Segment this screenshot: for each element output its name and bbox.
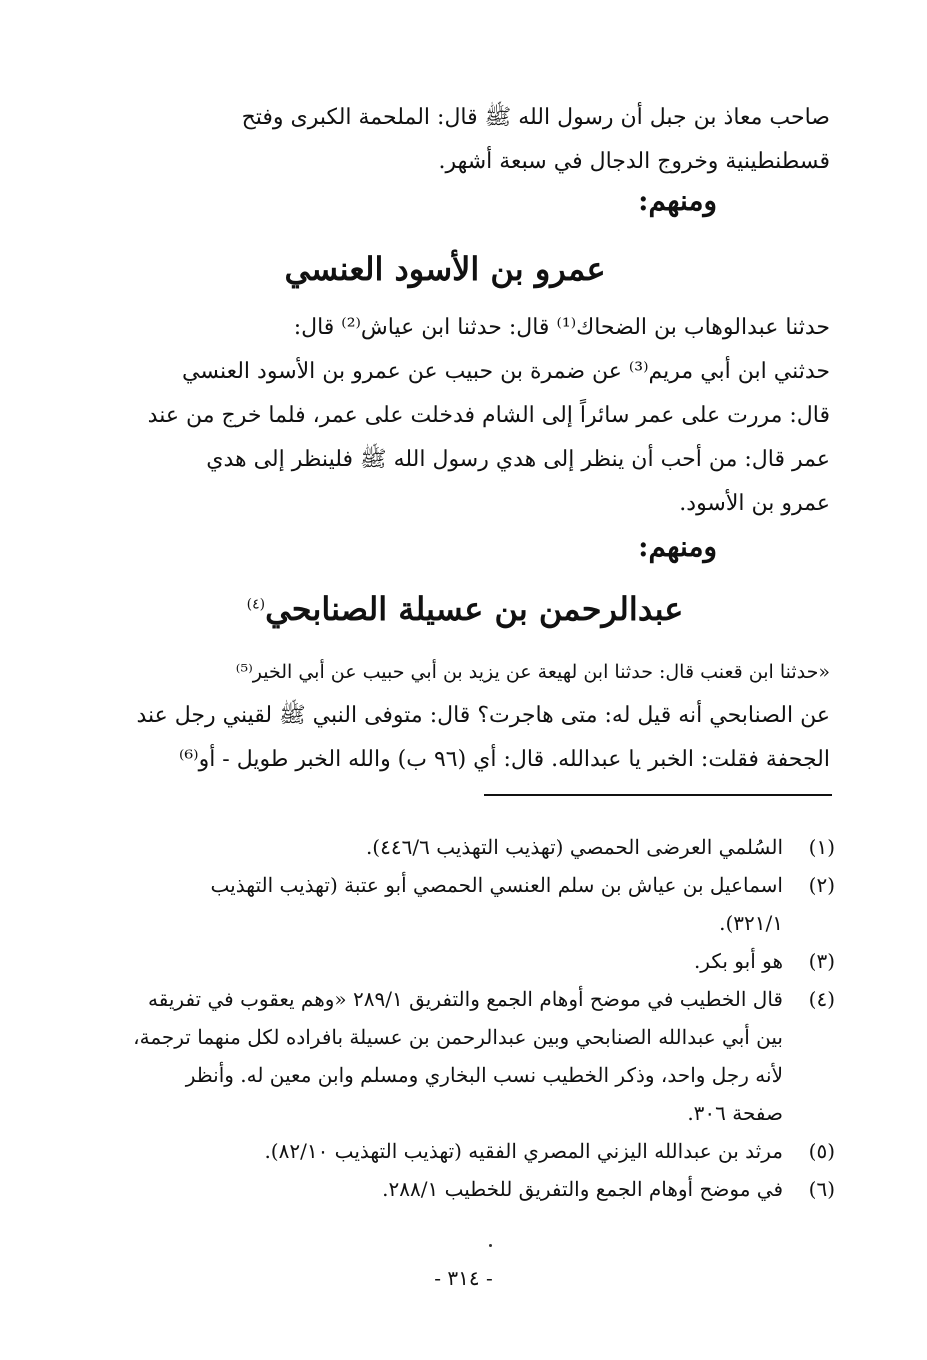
text-line: صاحب معاذ بن جبل أن رسول الله ﷺ قال: الملحمة الكبرى وفتح bbox=[241, 105, 830, 130]
footnote-number: (٢) bbox=[808, 873, 835, 897]
text-line: الجحفة فقلت: الخبر يا عبدالله. قال: أي (٩٦ ب) والله الخبر طويل - أو⁽⁶⁾ bbox=[178, 747, 830, 772]
footnote-text bbox=[130, 942, 783, 980]
text-line: هو أبو بكر. bbox=[693, 949, 783, 973]
footnote bbox=[130, 1132, 835, 1170]
footnote bbox=[130, 942, 835, 980]
section-label: ومنهم: bbox=[638, 530, 717, 563]
footnote-text bbox=[130, 828, 783, 866]
footnote bbox=[130, 1170, 835, 1208]
paragraph-narration bbox=[130, 306, 830, 526]
footnote-number: (١) bbox=[808, 835, 835, 859]
footnotes bbox=[130, 828, 835, 1208]
footnote-text bbox=[130, 1170, 783, 1208]
text-line: ٣٢١/١). bbox=[719, 911, 783, 935]
footnote-divider bbox=[484, 794, 832, 796]
text-line: «حدثنا ابن قعنب قال: حدثنا ابن لهيعة عن يزيد بن أبي حبيب عن أبي الخير⁽⁵⁾ bbox=[235, 661, 830, 683]
section-label: ومنهم: bbox=[638, 184, 717, 217]
footnote-number: (٤) bbox=[808, 987, 835, 1011]
text-line: عن الصنابحي أنه قيل له: متى هاجرت؟ قال: متوفى النبي ﷺ لقيني رجل عند bbox=[136, 703, 830, 728]
footnote-number: (٣) bbox=[808, 949, 835, 973]
heading-text: عبدالرحمن بن عسيلة الصنابحي bbox=[265, 590, 684, 628]
footnote-number: (٥) bbox=[808, 1139, 835, 1163]
text-line: صفحة ٣٠٦. bbox=[687, 1101, 783, 1125]
text-line: قال الخطيب في موضح أوهام الجمع والتفريق ٢٨٩/١ «وهم يعقوب في تفريقه bbox=[148, 987, 783, 1011]
text-line: السُلمي العرضى الحمصي (تهذيب التهذيب ٤٤٦/٦). bbox=[365, 835, 783, 859]
text-line: عمرو بن الأسود. bbox=[679, 491, 830, 516]
text-line: اسماعيل بن عياش بن سلم العنسي الحمصي أبو عتبة (تهذيب التهذيب bbox=[210, 873, 783, 897]
text-line: حدثني ابن أبي مريم⁽³⁾ عن ضمرة بن حبيب عن عمرو بن الأسود العنسي bbox=[182, 359, 830, 384]
text-line: لأنه رجل واحد، وذكر الخطيب نسب البخاري ومسلم وابن معين له. وأنظر bbox=[185, 1063, 783, 1087]
ink-dot bbox=[489, 1244, 492, 1247]
text-line: عمر قال: من أحب أن ينظر إلى هدي رسول الله ﷺ فلينظر إلى هدي bbox=[206, 447, 830, 472]
page-number: - ٣١٤ - bbox=[434, 1266, 493, 1290]
footnote bbox=[130, 980, 835, 1132]
paragraph-narration bbox=[130, 650, 830, 782]
paragraph-intro bbox=[130, 96, 830, 184]
footnote bbox=[130, 828, 835, 866]
footnote-text bbox=[130, 980, 783, 1132]
text-line: في موضح أوهام الجمع والتفريق للخطيب ٢٨٨/١. bbox=[382, 1177, 783, 1201]
text-line: بين أبي عبدالله الصنابحي وبين عبدالرحمن بن عسيلة بافراده لكل منهما ترجمة، bbox=[133, 1025, 783, 1049]
footnote-text bbox=[130, 866, 783, 942]
text-line: قسطنطينية وخروج الدجال في سبعة أشهر. bbox=[438, 149, 830, 174]
footnote bbox=[130, 866, 835, 942]
section-heading: عمرو بن الأسود العنسي bbox=[284, 250, 606, 288]
text-line: قال: مررت على عمر سائراً إلى الشام فدخلت على عمر، فلما خرج من عند bbox=[147, 403, 830, 428]
footnote-number: (٦) bbox=[808, 1177, 835, 1201]
section-heading bbox=[130, 590, 800, 628]
text-line: حدثنا عبدالوهاب بن الضحاك⁽¹⁾ قال: حدثنا ابن عياش⁽²⁾ قال: bbox=[293, 315, 830, 340]
footnote-text bbox=[130, 1132, 783, 1170]
footnote-ref: (٤) bbox=[246, 596, 266, 613]
text-line: مرثد بن عبدالله اليزني المصري الفقيه (تهذيب التهذيب ٨٢/١٠). bbox=[264, 1139, 783, 1163]
